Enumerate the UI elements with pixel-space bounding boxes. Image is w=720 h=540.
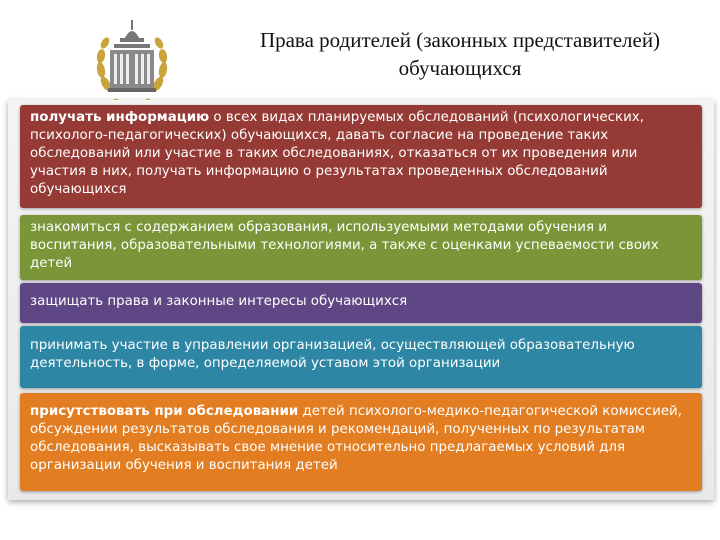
title-line-2: обучающихся [398,56,522,80]
right-item-text: знакомиться с содержанием образования, используемыми методами обучения и воспитания, образовательными технологиями, а также с оценками успеваемости своих детей [30,220,659,271]
right-item-management [20,326,702,388]
right-item-bold-lead: получать информацию [30,110,210,125]
right-item-info [20,105,702,208]
right-item-commission [20,393,702,491]
title-line-1: Права родителей (законных представителей) [259,28,661,52]
building-emblem-icon [92,14,172,110]
right-item-education-content [20,215,702,280]
right-item-protect-rights [20,283,702,323]
right-item-text: защищать права и законные интересы обучающихся [30,294,408,309]
right-item-text: принимать участие в управлении организацией, осуществляющей образовательную деятельность, в форме, определяемой уставом этой организации [30,338,635,371]
page-title [200,26,720,82]
right-item-text: детей психолого-медико-педагогической комиссией, обсуждении результатов обследования и рекомендаций, полученных по результатам обследования, высказывать свое мнение относительно предлагаемых условий для организации обучения и воспитания детей [30,404,683,473]
right-item-text: о всех видах планируемых обследований (психологических, психолого-педагогических) обучающихся, давать согласие на проведение таких обследований или участие в таких обследованиях, отказаться от их проведения или участия в них, получать информацию о результатах проведенных обследований обучающихся [30,110,644,197]
right-item-bold-lead: присутствовать при обследовании [30,404,299,419]
